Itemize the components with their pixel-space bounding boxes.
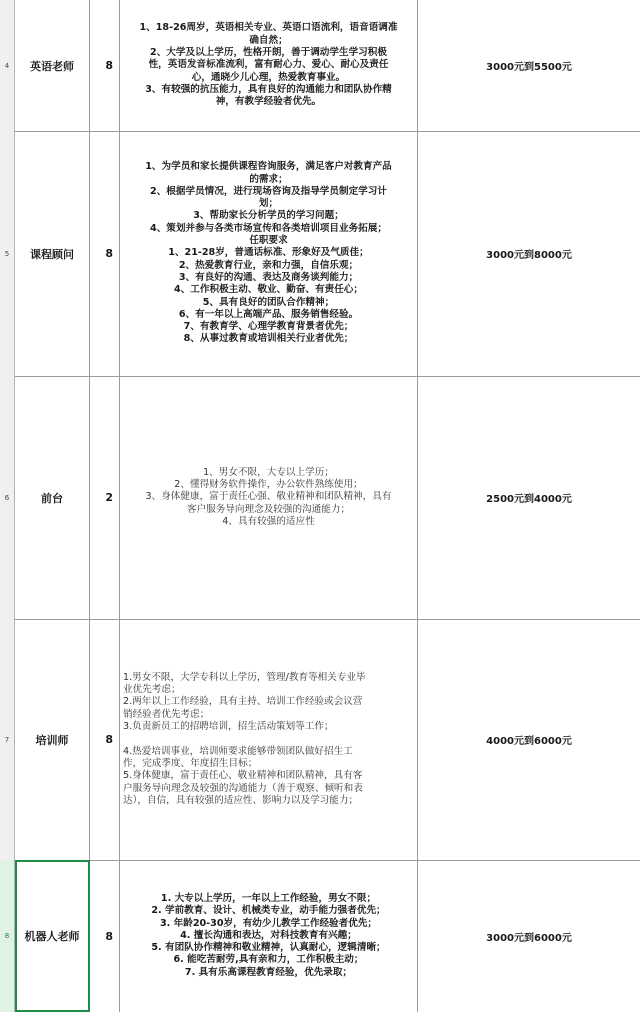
salary-cell[interactable]: 3000元到5500元 — [486, 62, 572, 73]
requirement-line: 3、有较强的抗压能力，具有良好的沟通能力和团队协作精 — [145, 83, 392, 95]
requirement-line: 5. 有团队协作精神和敬业精神，认真耐心，逻辑清晰； — [151, 942, 386, 954]
position-cell[interactable]: 前台 — [15, 376, 90, 619]
requirement-line: 户服务导向理念及较强的沟通能力（善于观察、倾听和表 — [123, 782, 363, 794]
requirement-line: 1、男女不限，大专以上学历； — [203, 466, 334, 478]
table-row — [0, 619, 640, 861]
requirement-line: 划； — [258, 198, 279, 210]
requirement-line: 业优先考虑； — [123, 684, 181, 696]
count-cell[interactable]: 8 — [90, 619, 120, 860]
requirement-line: 1.男女不限，大学专科以上学历，管理/教育等相关专业毕 — [123, 671, 366, 683]
row-header[interactable]: 4 — [0, 0, 15, 131]
table-row — [0, 0, 640, 132]
requirement-line: 7. 具有乐高课程教育经验，优先录取； — [184, 966, 353, 978]
requirement-line: 任职要求 — [249, 235, 288, 247]
requirement-line: 7、有教育学、心理学教育背景者优先； — [183, 321, 354, 333]
count-cell[interactable]: 2 — [90, 376, 120, 619]
requirement-line: 性，英语发音标准流利，富有耐心力、爱心、耐心及责任 — [148, 59, 389, 71]
salary-cell[interactable]: 3000元到6000元 — [486, 932, 572, 944]
requirement-line: 神，有教学经验者优先。 — [215, 96, 322, 108]
requirement-line: 1、21-28岁，普通话标准、形象好及气质佳； — [168, 247, 369, 259]
requirement-line: 销经验者优先考虑； — [123, 708, 210, 720]
requirement-line: 2. 学前教育、设计、机械类专业，动手能力强者优先； — [151, 905, 386, 917]
requirement-line: 1、18-26周岁，英语相关专业、英语口语流利，语音语调准 — [139, 22, 398, 34]
requirement-line: 4.热爱培训事业，培训师要求能够带领团队做好招生工 — [123, 745, 353, 757]
requirement-line: 3. 年龄20-30岁，有幼少儿教学工作经验者优先； — [159, 917, 378, 929]
requirement-line: 心，通晓少儿心理，热爱教育事业。 — [191, 71, 346, 83]
requirement-line: 6、有一年以上高端产品、服务销售经验。 — [178, 308, 359, 320]
requirement-line: 2、大学及以上学历，性格开朗，善于调动学生学习积极 — [150, 47, 387, 59]
requirement-line: 6. 能吃苦耐劳,具有亲和力，工作积极主动； — [173, 954, 364, 966]
requirement-line: 4、策划并参与各类市场宣传和各类培训项目业务拓展； — [150, 222, 387, 234]
requirement-line: 2、热爱教育行业，亲和力强，自信乐观； — [178, 259, 359, 271]
requirement-line: 3.负责新员工的招聘培训，招生活动策划等工作； — [123, 721, 334, 733]
count-cell[interactable]: 8 — [90, 0, 120, 131]
requirement-line: 3、有良好的沟通、表达及商务谈判能力； — [178, 271, 359, 283]
requirement-line: 4、工作积极主动、敬业、勤奋、有责任心； — [174, 284, 363, 296]
requirement-line: 客户服务导向理念及较强的沟通能力； — [186, 503, 351, 515]
requirement-line: 2、懂得财务软件操作，办公软件熟练使用； — [174, 479, 363, 491]
count-cell[interactable]: 8 — [90, 131, 120, 376]
position-cell[interactable]: 英语老师 — [15, 0, 90, 131]
position-cell[interactable]: 培训师 — [15, 619, 90, 860]
requirement-line: 1. 大专以上学历，一年以上工作经验，男女不限； — [160, 892, 377, 904]
table-row — [0, 376, 640, 620]
requirement-line: 1、为学员和家长提供课程咨询服务，满足客户对教育产品 — [145, 161, 392, 173]
requirements-cell[interactable] — [120, 619, 418, 860]
requirement-line: 2.两年以上工作经验，具有主持、培训工作经验或会议营 — [123, 696, 363, 708]
requirement-line: 3、帮助家长分析学员的学习问题； — [193, 210, 344, 222]
salary-cell[interactable]: 2500元到4000元 — [486, 494, 572, 505]
position-cell-selected[interactable]: 机器人老师 — [15, 860, 90, 1012]
requirement-line: 4、具有较强的适应性 — [222, 515, 315, 527]
position-cell[interactable]: 课程顾问 — [15, 131, 90, 376]
requirements-cell[interactable] — [120, 0, 418, 131]
requirement-line: 作，完成季度、年度招生目标； — [123, 757, 258, 769]
count-cell[interactable]: 8 — [90, 860, 120, 1012]
salary-cell[interactable]: 4000元到6000元 — [486, 736, 572, 747]
requirement-line: 的需求； — [249, 173, 288, 185]
requirement-line: 2、根据学员情况，进行现场咨询及指导学员制定学习计 — [150, 185, 387, 197]
requirement-line: 确自然； — [249, 34, 288, 46]
requirement-line: 5、具有良好的团队合作精神； — [202, 296, 335, 308]
row-header[interactable]: 6 — [0, 376, 15, 619]
requirement-line: 5.身体健康，富于责任心、敬业精神和团队精神，具有客 — [123, 770, 363, 782]
requirements-cell[interactable] — [120, 376, 418, 619]
salary-cell[interactable]: 3000元到8000元 — [486, 250, 572, 261]
requirements-cell[interactable] — [120, 860, 418, 1012]
requirement-line — [123, 733, 414, 745]
table-row — [0, 131, 640, 377]
requirements-cell[interactable] — [120, 131, 418, 376]
requirement-line: 3、身体健康，富于责任心强、敬业精神和团队精神，具有 — [145, 491, 392, 503]
requirement-line: 达），自信，具有较强的适应性、影响力以及学习能力； — [123, 794, 359, 806]
requirement-line: 4. 擅长沟通和表达，对科技教育有兴趣； — [180, 929, 357, 941]
row-header[interactable]: 7 — [0, 619, 15, 860]
requirement-line: 8、从事过教育或培训相关行业者优先； — [183, 333, 354, 345]
table-row — [0, 860, 640, 1012]
row-header[interactable]: 8 — [0, 860, 15, 1012]
row-header[interactable]: 5 — [0, 131, 15, 376]
